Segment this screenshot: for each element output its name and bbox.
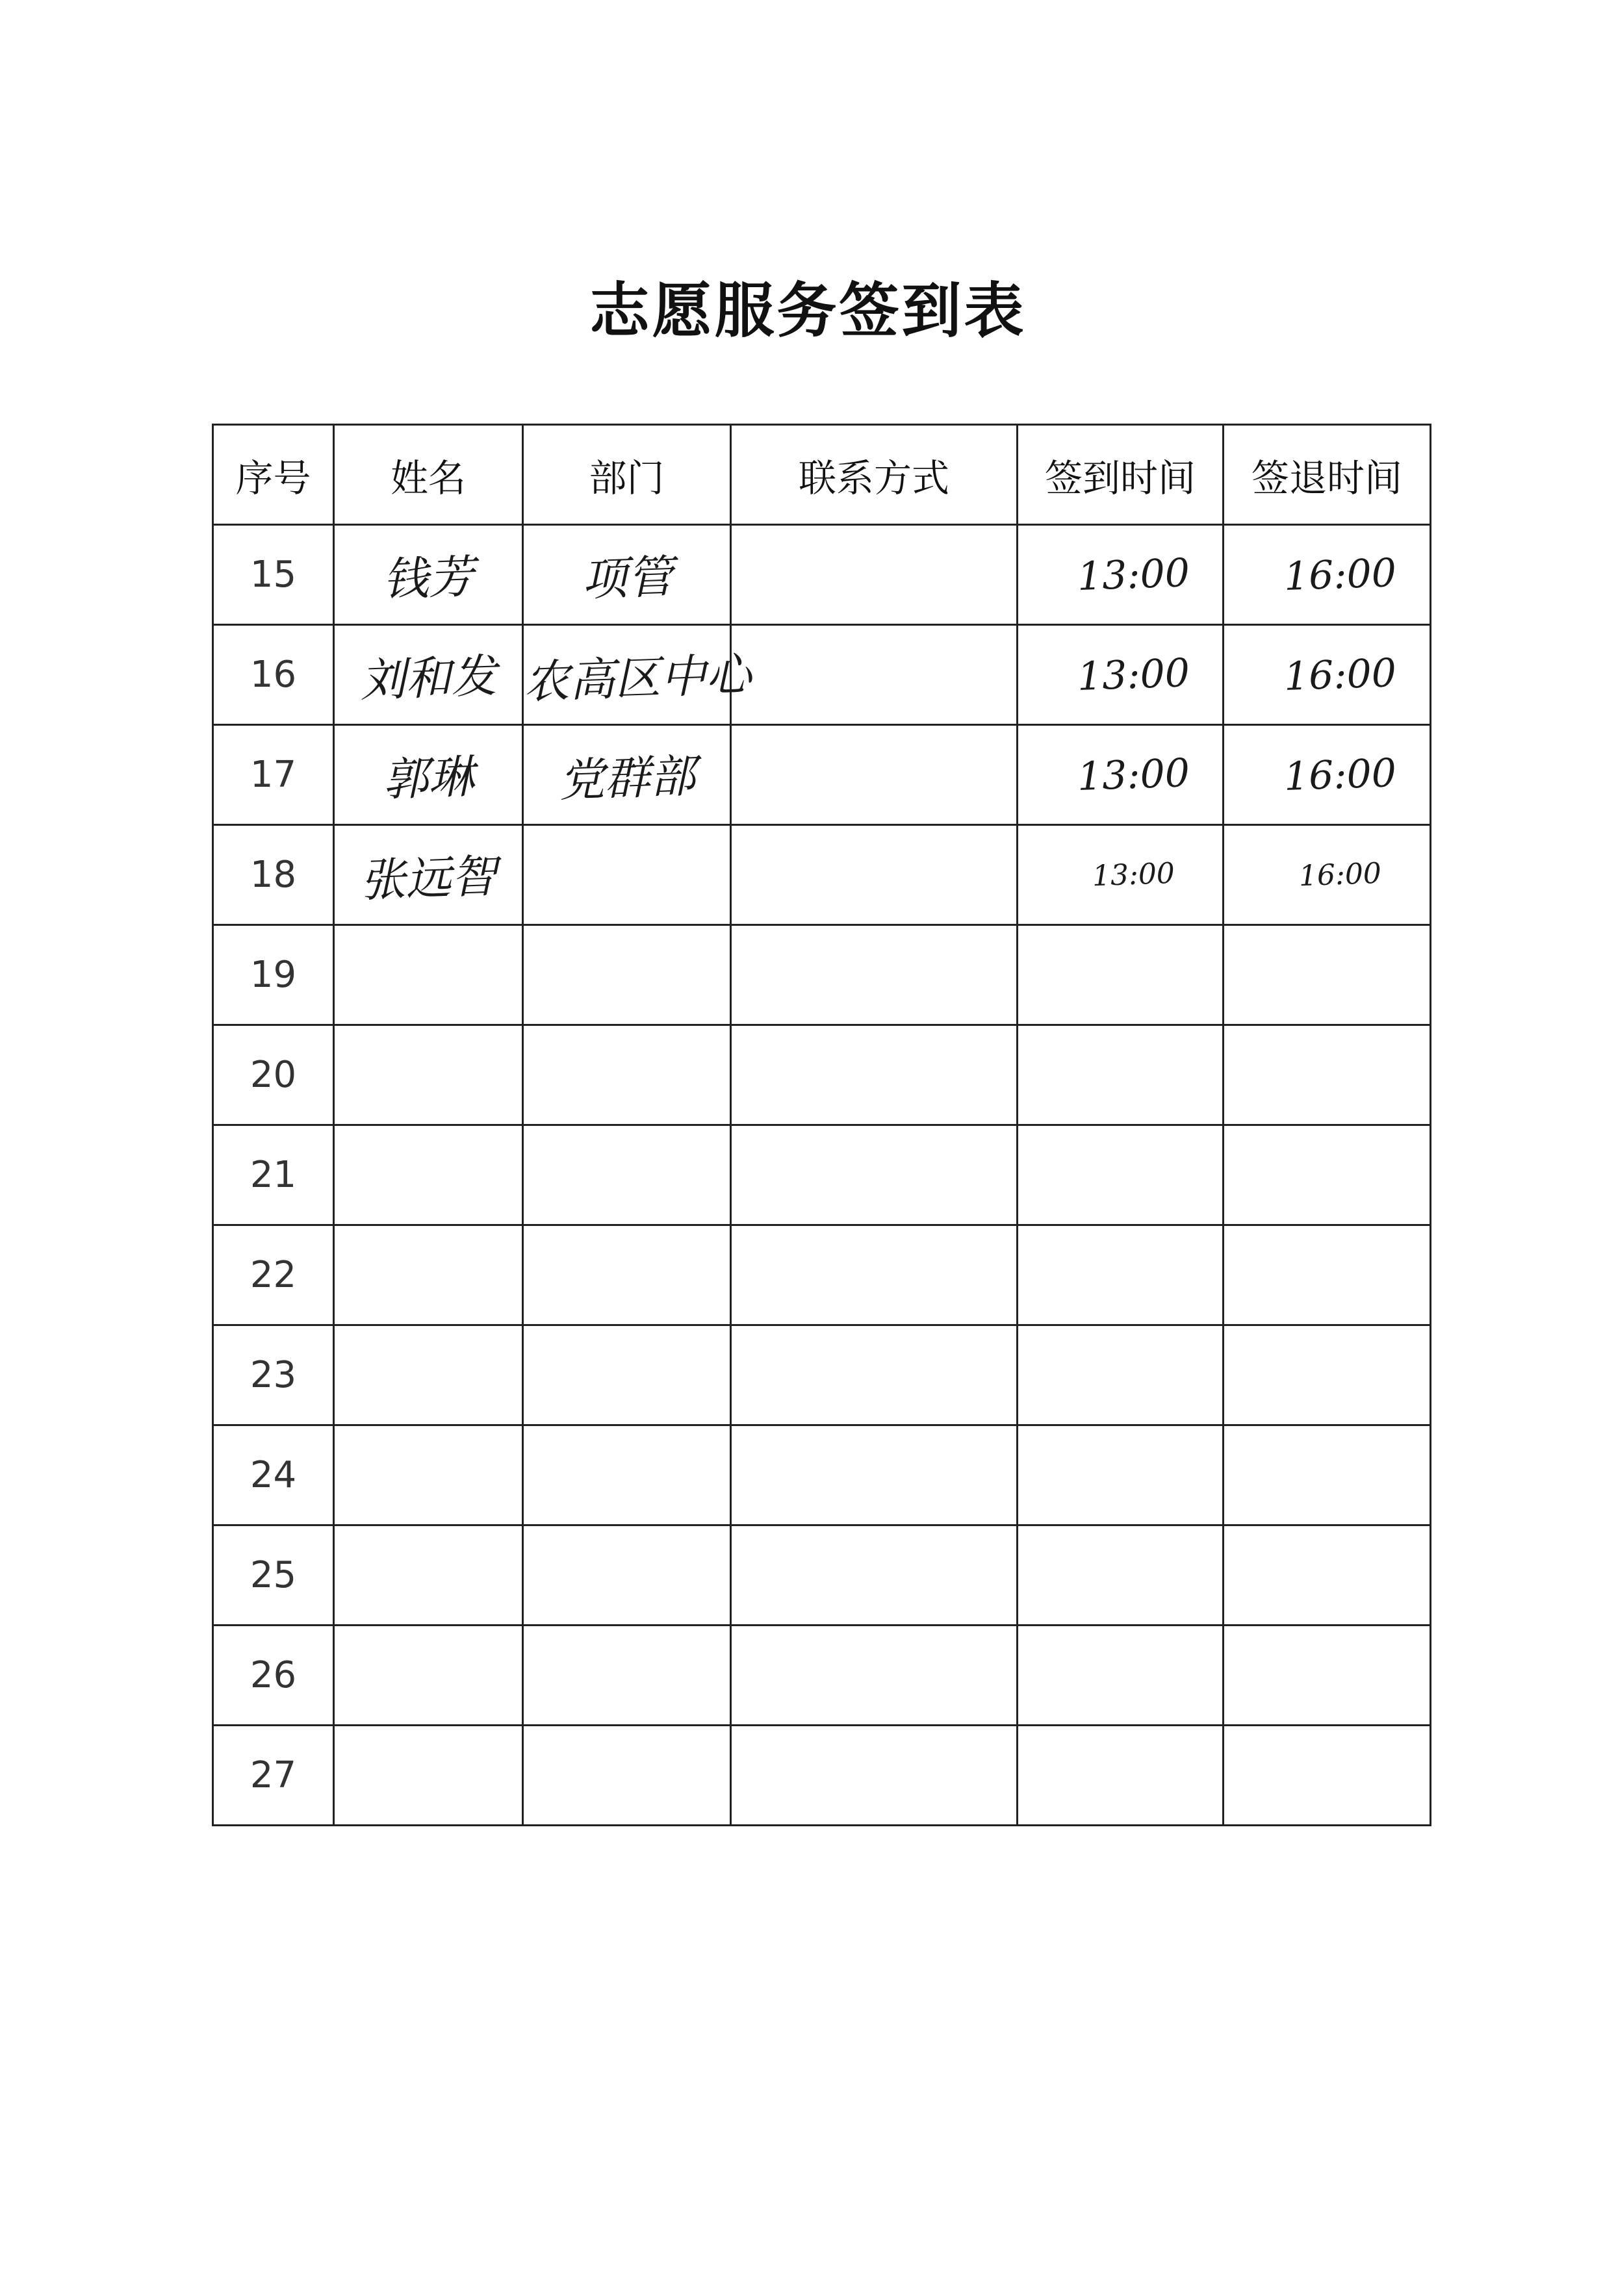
name-cell xyxy=(334,1425,523,1525)
sign-out-cell xyxy=(1224,1525,1431,1626)
department-cell xyxy=(523,1726,731,1826)
row-number: 24 xyxy=(213,1425,334,1525)
table-row xyxy=(213,1025,1431,1125)
handwritten-sign-out-time: 16:00 xyxy=(1283,750,1397,800)
table-row xyxy=(213,525,1431,625)
handwritten-sign-in-time: 13:00 xyxy=(1091,856,1175,893)
table-row xyxy=(213,1726,1431,1826)
department-cell xyxy=(523,1225,731,1325)
row-number: 26 xyxy=(213,1626,334,1726)
sign-out-cell xyxy=(1224,925,1431,1025)
handwritten-sign-out-time: 16:00 xyxy=(1298,856,1382,893)
row-number: 27 xyxy=(213,1726,334,1826)
header-sign-out-time: 签退时间 xyxy=(1224,425,1431,525)
table-row xyxy=(213,725,1431,825)
header-name: 姓名 xyxy=(334,425,523,525)
department-cell xyxy=(523,825,731,925)
sign-in-cell xyxy=(1018,1325,1224,1425)
department-cell xyxy=(523,1325,731,1425)
sign-out-cell xyxy=(1224,1726,1431,1826)
sign-in-cell xyxy=(1018,1726,1224,1826)
department-cell xyxy=(523,1025,731,1125)
sign-out-cell xyxy=(1224,825,1431,925)
contact-cell xyxy=(731,1225,1018,1325)
name-cell xyxy=(334,1626,523,1726)
sign-out-cell xyxy=(1224,1225,1431,1325)
table-row xyxy=(213,825,1431,925)
sign-out-cell xyxy=(1224,1425,1431,1525)
name-cell xyxy=(334,625,523,725)
name-cell xyxy=(334,1225,523,1325)
handwritten-department: 项管 xyxy=(580,550,674,607)
handwritten-sign-out-time: 16:00 xyxy=(1283,650,1397,700)
department-cell xyxy=(523,525,731,625)
table-row xyxy=(213,1225,1431,1325)
sign-in-cell xyxy=(1018,825,1224,925)
table-row xyxy=(213,1425,1431,1525)
handwritten-sign-in-time: 13:00 xyxy=(1076,650,1190,700)
department-cell xyxy=(523,725,731,825)
department-cell xyxy=(523,1125,731,1225)
contact-cell xyxy=(731,1726,1018,1826)
sign-in-cell xyxy=(1018,925,1224,1025)
handwritten-name: 张远智 xyxy=(359,849,498,908)
handwritten-sign-out-time: 16:00 xyxy=(1283,550,1397,600)
handwritten-department: 农高区中心 xyxy=(522,647,752,709)
sign-out-cell xyxy=(1224,1125,1431,1225)
sign-in-cell xyxy=(1018,525,1224,625)
table-row xyxy=(213,1125,1431,1225)
sign-in-cell xyxy=(1018,1425,1224,1525)
table-row xyxy=(213,1626,1431,1726)
name-cell xyxy=(334,1525,523,1626)
handwritten-name: 钱芳 xyxy=(381,550,475,607)
table-row xyxy=(213,625,1431,725)
department-cell xyxy=(523,1425,731,1525)
sign-out-cell xyxy=(1224,525,1431,625)
row-number: 18 xyxy=(213,825,334,925)
name-cell xyxy=(334,1025,523,1125)
name-cell xyxy=(334,725,523,825)
row-number: 21 xyxy=(213,1125,334,1225)
row-number: 15 xyxy=(213,525,334,625)
contact-cell xyxy=(731,1025,1018,1125)
name-cell xyxy=(334,525,523,625)
sign-out-cell xyxy=(1224,1325,1431,1425)
contact-cell xyxy=(731,1525,1018,1626)
row-number: 22 xyxy=(213,1225,334,1325)
department-cell xyxy=(523,1525,731,1626)
handwritten-department: 党群部 xyxy=(558,749,697,808)
sign-out-cell xyxy=(1224,625,1431,725)
header-department: 部门 xyxy=(523,425,731,525)
contact-cell xyxy=(731,625,1018,725)
row-number: 19 xyxy=(213,925,334,1025)
name-cell xyxy=(334,1726,523,1826)
sign-out-cell xyxy=(1224,725,1431,825)
sign-out-cell xyxy=(1224,1025,1431,1125)
department-cell xyxy=(523,925,731,1025)
table-row xyxy=(213,925,1431,1025)
handwritten-name: 刘和发 xyxy=(359,649,498,708)
name-cell xyxy=(334,1125,523,1225)
handwritten-name: 郭琳 xyxy=(381,750,475,807)
name-cell xyxy=(334,1325,523,1425)
sign-in-cell xyxy=(1018,1125,1224,1225)
handwritten-sign-in-time: 13:00 xyxy=(1076,750,1190,800)
signin-table xyxy=(212,424,1431,1826)
contact-cell xyxy=(731,825,1018,925)
contact-cell xyxy=(731,1125,1018,1225)
table-header-row xyxy=(213,425,1431,525)
header-number: 序号 xyxy=(213,425,334,525)
department-cell xyxy=(523,1626,731,1726)
sign-in-cell xyxy=(1018,1225,1224,1325)
sign-out-cell xyxy=(1224,1626,1431,1726)
row-number: 23 xyxy=(213,1325,334,1425)
sign-in-cell xyxy=(1018,625,1224,725)
header-contact: 联系方式 xyxy=(731,425,1018,525)
row-number: 17 xyxy=(213,725,334,825)
sign-in-cell xyxy=(1018,1025,1224,1125)
department-cell xyxy=(522,625,752,725)
table-row xyxy=(213,1525,1431,1626)
contact-cell xyxy=(731,525,1018,625)
sign-in-cell xyxy=(1018,1626,1224,1726)
name-cell xyxy=(334,825,523,925)
contact-cell xyxy=(731,1325,1018,1425)
row-number: 20 xyxy=(213,1025,334,1125)
table-row xyxy=(213,1325,1431,1425)
row-number: 25 xyxy=(213,1525,334,1626)
sign-in-cell xyxy=(1018,1525,1224,1626)
header-sign-in-time: 签到时间 xyxy=(1018,425,1224,525)
contact-cell xyxy=(731,725,1018,825)
row-number: 16 xyxy=(213,625,334,725)
page-title: 志愿服务签到表 xyxy=(589,275,1027,346)
contact-cell xyxy=(731,1425,1018,1525)
sign-in-cell xyxy=(1018,725,1224,825)
contact-cell xyxy=(731,1626,1018,1726)
handwritten-sign-in-time: 13:00 xyxy=(1076,550,1190,600)
name-cell xyxy=(334,925,523,1025)
contact-cell xyxy=(731,925,1018,1025)
